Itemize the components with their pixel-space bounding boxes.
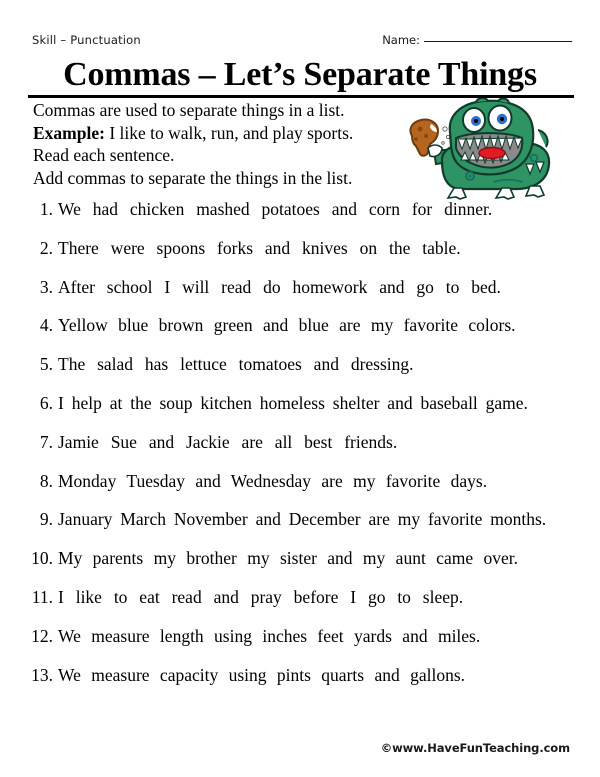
example-sentence: I like to walk, run, and play sports. [104,122,354,143]
question-sentence[interactable]: I help at the soup kitchen homeless shelter and baseball game. [58,392,528,413]
question-item[interactable] [28,664,574,703]
question-sentence[interactable]: Jamie Sue and Jackie are all best friends. [58,431,398,452]
question-number: 12. [31,625,53,646]
question-item[interactable] [28,314,574,353]
question-item[interactable] [28,470,574,509]
question-item[interactable] [28,198,574,237]
question-number: 10. [31,548,53,569]
question-sentence[interactable]: The salad has lettuce tomatoes and dressing. [58,354,414,375]
question-item[interactable] [28,431,574,470]
question-number: 13. [31,664,53,685]
question-sentence[interactable]: We measure capacity using pints quarts and gallons. [58,664,466,685]
instruction-line-4: Add commas to separate the things in the list. [33,167,353,188]
question-number: 1. [39,199,53,219]
question-sentence[interactable]: There were spoons forks and knives on the table. [58,237,461,258]
name-field[interactable] [382,33,572,47]
question-item[interactable] [28,547,574,586]
question-number: 6. [39,392,53,413]
footer-copyright: ©www.HaveFunTeaching.com [380,741,570,755]
question-sentence[interactable]: After school I will read do homework and go to bed. [58,276,501,297]
example-label: Example: [33,122,105,143]
question-item[interactable] [28,353,574,392]
green-monster-icon [398,98,560,200]
instruction-example-line [33,122,433,145]
instruction-line-3: Read each sentence. [33,145,175,165]
question-number: 9. [39,509,53,530]
name-field-label: Name: [382,33,420,47]
name-write-line[interactable] [424,40,572,42]
question-sentence[interactable]: January March November and December are my favorite months. [58,509,547,530]
question-number: 5. [39,354,53,375]
worksheet-header [32,33,572,53]
instructions-block [33,99,433,189]
question-number: 11. [31,586,53,607]
question-item[interactable] [28,276,574,315]
question-item[interactable] [28,392,574,431]
question-item[interactable] [28,237,574,276]
question-sentence[interactable]: Yellow blue brown green and blue are my favorite colors. [58,315,516,336]
skill-label: Skill – Punctuation [32,33,141,47]
instruction-line-1: Commas are used to separate things in a list. [33,100,345,120]
question-sentence[interactable]: I like to eat read and pray before I go to sleep. [58,586,464,607]
question-number: 2. [39,237,53,258]
question-number: 4. [39,315,53,336]
question-sentence[interactable]: We had chicken mashed potatoes and corn for dinner. [58,199,493,219]
question-number: 7. [39,431,53,452]
question-list [28,198,574,702]
question-sentence[interactable]: My parents my brother my sister and my aunt came over. [58,548,518,569]
question-item[interactable] [28,508,574,547]
question-number: 8. [39,470,53,491]
question-sentence[interactable]: Monday Tuesday and Wednesday are my favorite days. [58,470,488,491]
question-item[interactable] [28,625,574,664]
question-sentence[interactable]: We measure length using inches feet yards and miles. [58,625,481,646]
question-number: 3. [39,276,53,297]
page-title: Commas – Let’s Separate Things [63,56,537,93]
question-item[interactable] [28,586,574,625]
